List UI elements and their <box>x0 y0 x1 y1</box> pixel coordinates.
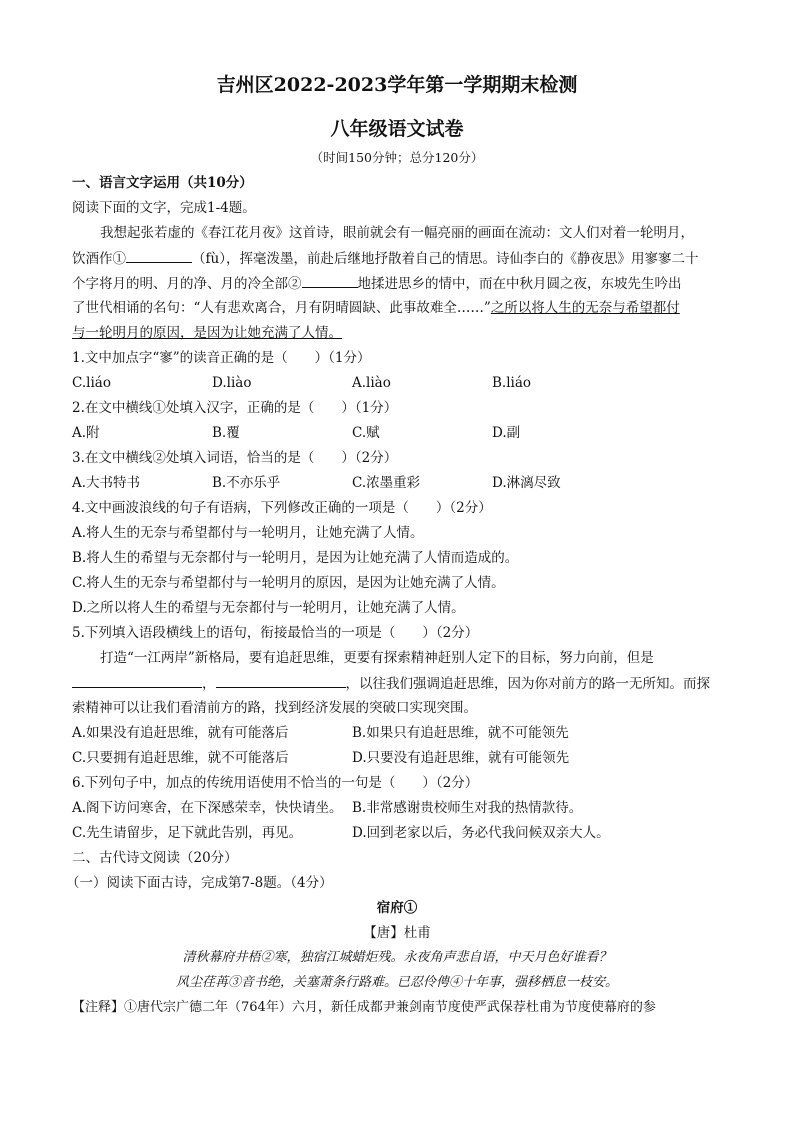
q3-option-d: D.淋漓尽致 <box>492 475 561 491</box>
q4-stem: 4.文中画波浪线的句子有语病，下列修改正确的一项是（ ）（2分） <box>72 500 492 516</box>
q6-option-d: D.回到老家以后，务必代我问候双亲大人。 <box>352 825 610 841</box>
q6-option-c: C.先生请留步，足下就此告别，再见。 <box>72 825 303 841</box>
q1-option-4: B.liáo <box>492 375 532 391</box>
q1-option-1: C.liáo <box>72 375 111 391</box>
passage-line-4-a: 了世代相诵的名句：“人有悲欢离合，月有阴晴圆缺、此事故难全……” <box>72 300 491 316</box>
q6-option-b: B.非常感谢贵校师生对我的热情款待。 <box>352 800 583 816</box>
blank-1 <box>126 248 192 263</box>
q5-para-2-end: ，以往我们强调追赶思维，因为你对前方的路一无所知。而探 <box>345 676 710 692</box>
poem-line-1: 清秋幕府井梧②寒，独宿江城蜡炬残。永夜角声悲自语，中天月色好谁看？ <box>182 950 612 965</box>
q4-option-a: A.将人生的无奈与希望都付与一轮明月，让她充满了人情。 <box>72 525 424 541</box>
q3-option-b: B.不亦乐乎 <box>212 475 281 491</box>
q5-para-2-mid: ， <box>202 676 216 692</box>
q5-option-b: B.如果只有追赶思维，就不可能领先 <box>352 725 569 741</box>
q5-blank-1 <box>72 673 202 688</box>
poem-author: 【唐】杜甫 <box>363 925 431 941</box>
poem-annotation: 【注释】①唐代宗广德二年（764年）六月，新任成都尹兼剑南节度使严武保荐杜甫为节度使幕府的参 <box>72 1000 656 1015</box>
exam-subtitle: 八年级语文试卷 <box>330 118 464 140</box>
passage-line-3-b: 地揉进思乡的情中，而在中秋月圆之夜，东坡先生吟出 <box>357 276 682 292</box>
blank-2 <box>302 273 358 288</box>
q2-stem: 2.在文中横线①处填入汉字，正确的是（ ）（1分） <box>72 400 398 416</box>
passage-line-4 <box>72 298 722 318</box>
exam-title: 吉州区2022-2023学年第一学期期末检测 <box>216 74 578 96</box>
q4-option-b: B.将人生的希望与无奈都付与一轮明月，是因为让她充满了人情而造成的。 <box>72 550 519 566</box>
q5-para-1: 打造“一江两岸”新格局，要有追赶思维，更要有探索精神赶别人定下的目标，努力向前，但是 <box>100 650 654 666</box>
q3-option-a: A.大书特书 <box>72 475 141 491</box>
passage-line-3 <box>72 273 722 294</box>
q2-option-d: D.副 <box>492 425 521 441</box>
q1-stem: 1.文中加点字“寥”的读音正确的是（ ）（1分） <box>72 350 371 366</box>
q4-option-d: D.之所以将人生的希望与无奈都付与一轮明月，让她充满了人情。 <box>72 600 465 616</box>
q2-option-c: C.赋 <box>352 425 380 441</box>
section2-heading: 二、古代诗文阅读（20分） <box>72 850 238 866</box>
q5-blank-2 <box>216 673 346 688</box>
q5-option-a: A.如果没有追赶思维，就有可能落后 <box>72 725 289 741</box>
q1-option-2: D.liào <box>212 375 252 391</box>
q5-option-d: D.只要没有追赶思维，就有可能领先 <box>352 750 570 766</box>
poem-line-2: 风尘荏苒③音书绝，关塞萧条行路难。已忍伶俜④十年事，强移栖息一枝安。 <box>175 975 618 990</box>
q2-option-b: B.覆 <box>212 425 240 441</box>
poem-title: 宿府① <box>376 900 418 916</box>
q5-para-3: 索精神可以让我们看清前方的路，找到经济发展的突破口实现突围。 <box>72 700 477 716</box>
section1-heading: 一、语言文字运用（共10分） <box>72 175 253 191</box>
passage-line-2-text: （fù），挥毫泼墨，前赴后继地抒散着自己的情思。诗仙李白的《静夜思》用寥寥二十 <box>192 251 699 267</box>
passage-line-3-a: 个字将月的明、月的净、月的冷全部② <box>72 276 302 292</box>
section2-sub: （一）阅读下面古诗，完成第7-8题。（4分） <box>66 875 333 891</box>
q6-stem: 6.下列句子中，加点的传统用语使用不恰当的一句是（ ）（2分） <box>72 775 479 791</box>
q1-option-3: A.liào <box>352 375 391 391</box>
passage-line-2 <box>72 248 722 269</box>
q5-para-2 <box>72 673 722 694</box>
q6-option-a: A.阁下访问寒舍，在下深感荣幸，快快请坐。 <box>72 800 343 816</box>
q3-stem: 3.在文中横线②处填入词语，恰当的是（ ）（2分） <box>72 450 398 466</box>
q2-option-a: A.附 <box>72 425 100 441</box>
wavy-sentence-a: 之所以将人生的无奈与希望都付 <box>490 300 680 316</box>
wavy-sentence-b: 与一轮明月的原因，是因为让她充满了人情。 <box>72 325 342 341</box>
q5-stem: 5.下列填入语段横线上的语句，衔接最恰当的一项是（ ）（2分） <box>72 625 479 641</box>
passage-line-1: 我想起张若虚的《春江花月夜》这首诗，眼前就会有一幅亮丽的画面在流动：文人们对着一轮明月， <box>100 225 694 241</box>
q4-option-c: C.将人生的无奈与希望都付与一轮明月的原因，是因为让她充满了人情。 <box>72 575 505 591</box>
passage-line-5 <box>72 323 722 343</box>
q3-option-c: C.浓墨重彩 <box>352 475 421 491</box>
q5-option-c: C.只要拥有追赶思维，就不可能落后 <box>72 750 289 766</box>
exam-time-note: （时间150分钟；总分120分） <box>310 150 484 165</box>
section1-intro: 阅读下面的文字，完成1-4题。 <box>72 200 256 216</box>
passage-line-2-prefix: 饮酒作① <box>72 251 126 267</box>
